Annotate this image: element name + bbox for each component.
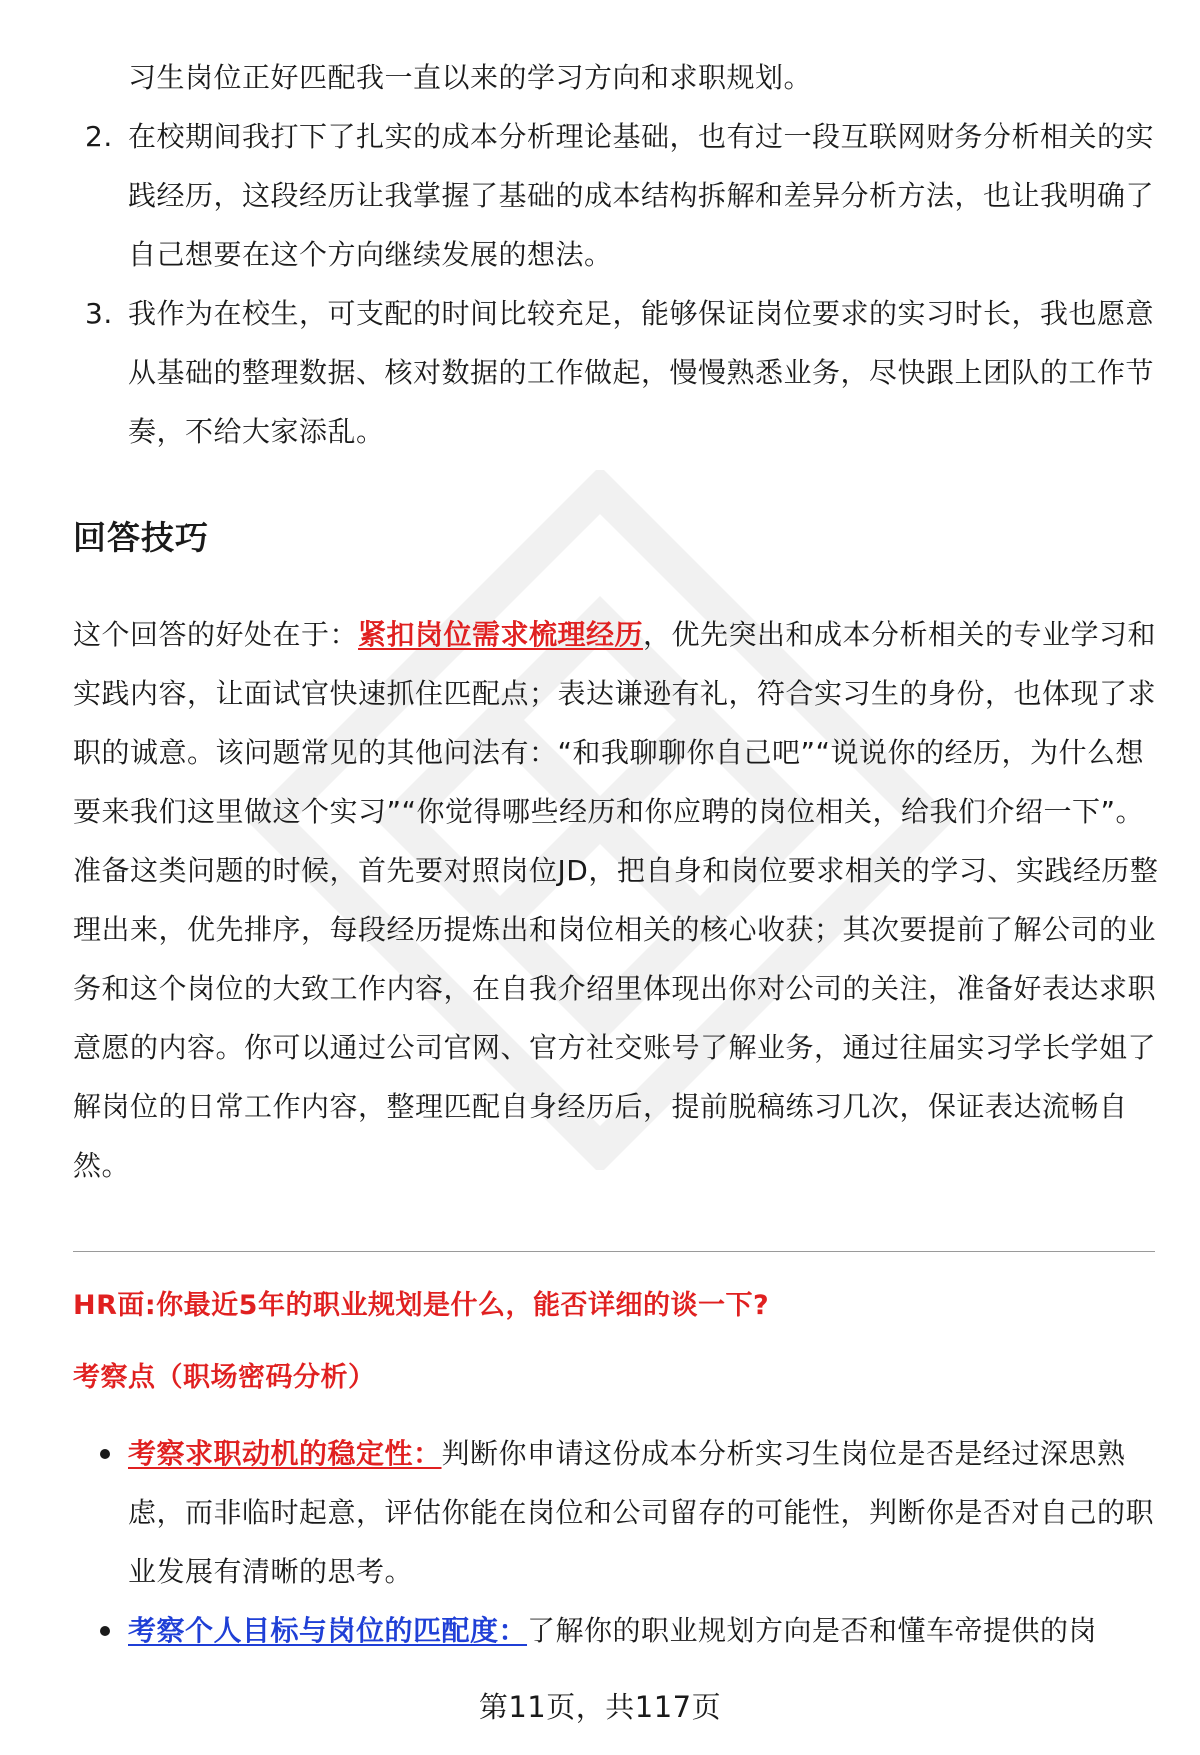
- numbered-list: [73, 48, 1163, 461]
- paragraph-body: ，优先突出和成本分析相关的专业学习和实践内容，让面试官快速抓住匹配点；表达谦逊有礼，符合实习生的身份，也体现了求职的诚意。该问题常见的其他问法有：“和我聊聊你自己吧”“说说你的经历，为什么想要来我们这里做这个实习”“你觉得哪些经历和你应聘的岗位相关，给我们介绍一下”。准备这类问题的时候，首先要对照岗位JD，把自身和岗位要求相关的学习、实践经历整理出来，优先排序，每段经历提炼出和岗位相关的核心收获；其次要提前了解公司的业务和这个岗位的大致工作内容，在自我介绍里体现出你对公司的关注，准备好表达求职意愿的内容。你可以通过公司官网、官方社交账号了解业务，通过往届实习学长学姐了解岗位的日常工作内容，整理匹配自身经历后，提前脱稿练习几次，保证表达流畅自然。: [73, 618, 1159, 1182]
- paragraph-highlight: 紧扣岗位需求梳理经历: [358, 618, 644, 651]
- bullet-highlight: 考察求职动机的稳定性：: [128, 1437, 442, 1470]
- bullet-dot-icon: [100, 1626, 110, 1636]
- list-item: [73, 107, 1163, 284]
- list-item: [73, 1601, 1163, 1660]
- paragraph-prefix: 这个回答的好处在于：: [73, 618, 359, 651]
- answer-tips-paragraph: [73, 605, 1163, 1195]
- list-item-text: 我作为在校生，可支配的时间比较充足，能够保证岗位要求的实习时长，我也愿意从基础的整理数据、核对数据的工作做起，慢慢熟悉业务，尽快跟上团队的工作节奏，不给大家添乱。: [128, 297, 1155, 448]
- list-item-text: 在校期间我打下了扎实的成本分析理论基础，也有过一段互联网财务分析相关的实践经历，这段经历让我掌握了基础的成本结构拆解和差异分析方法，也让我明确了自己想要在这个方向继续发展的想法。: [128, 120, 1155, 271]
- list-item: [73, 284, 1163, 461]
- list-item: [73, 48, 1163, 107]
- list-item-text: 习生岗位正好匹配我一直以来的学习方向和求职规划。: [128, 61, 813, 94]
- list-item-number: 3.: [85, 297, 113, 330]
- bullet-text: 判断你申请这份成本分析实习生岗位是否是经过深思熟虑，而非临时起意，评估你能在岗位和公司留存的可能性，判断你是否对自己的职业发展有清晰的思考。: [128, 1437, 1155, 1588]
- bullet-list: [73, 1424, 1163, 1660]
- list-item: [73, 1424, 1163, 1601]
- list-item-number: 2.: [85, 120, 113, 153]
- subsection-title: 考察点（职场密码分析）: [73, 1362, 376, 1393]
- page-footer: 第11页，共117页: [478, 1690, 722, 1724]
- bullet-text: 了解你的职业规划方向是否和懂车帝提供的岗: [527, 1614, 1098, 1647]
- bullet-dot-icon: [100, 1449, 110, 1459]
- question-title: HR面:你最近5年的职业规划是什么，能否详细的谈一下?: [73, 1290, 770, 1321]
- bullet-highlight: 考察个人目标与岗位的匹配度：: [128, 1614, 528, 1647]
- section-heading: 回答技巧: [73, 518, 209, 557]
- section-divider: [73, 1251, 1155, 1252]
